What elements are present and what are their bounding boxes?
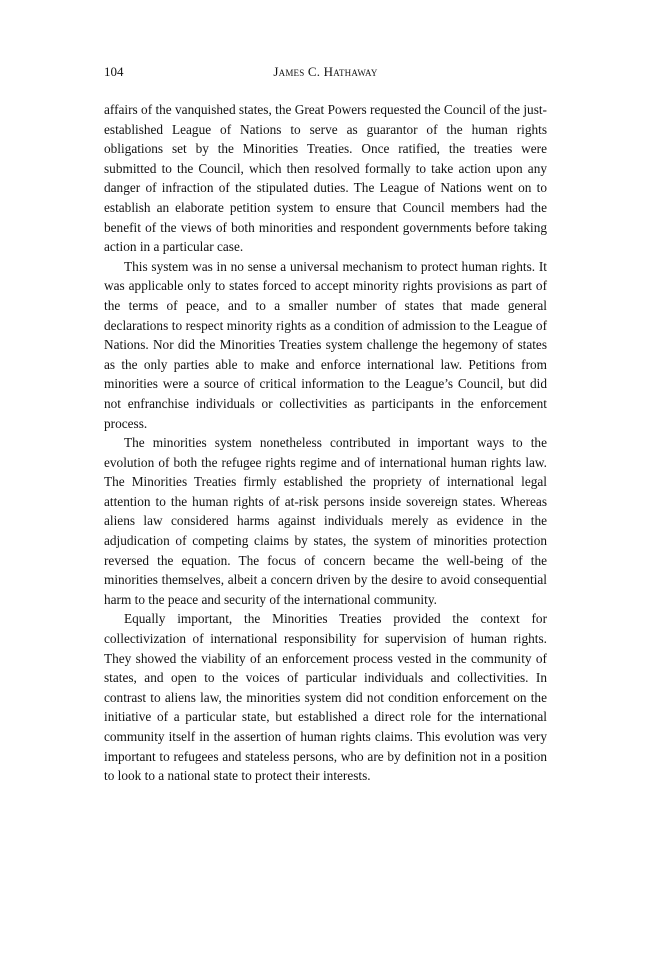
page [104,64,547,786]
paragraph: Equally important, the Minorities Treaties provided the context for collectivization of international responsibility for supervision of human rights. They showed the viability of an enforcement process vested in the community of states, and open to the voices of particular individuals and collectivities. In contrast to aliens law, the minorities system did not condition enforcement on the initiative of a particular state, but established a direct role for the international community itself in the assertion of human rights claims. This evolution was very important to refugees and stateless persons, who are by definition not in a position to look to a national state to protect their interests. [104,611,547,784]
paragraph: This system was in no sense a universal mechanism to protect human rights. It was applicable only to states forced to accept minority rights provisions as part of the terms of peace, and to a smaller number of states that made general declarations to respect minority rights as a condition of admission to the League of Nations. Nor did the Minorities Treaties system challenge the hegemony of states as the only parties able to make and enforce international law. Petitions from minorities were a source of critical information to the League’s Council, but did not enfranchise individuals or collectivities as participants in the enforcement process. [104,258,547,431]
paragraph: The minorities system nonetheless contributed in important ways to the evolution of both the refugee rights regime and of international human rights law. The Minorities Treaties firmly established the propriety of international legal attention to the human rights of at-risk persons inside sovereign states. Whereas aliens law considered harms against individuals merely as evidence in the adjudication of competing claims by states, the system of minorities protection reversed the equation. The focus of concern became the well-being of the minorities themselves, albeit a concern driven by the desire to avoid consequential harm to the peace and security of the international community. [104,435,547,607]
body-text [104,100,547,786]
running-head [104,64,547,86]
page-number: 104 [104,64,124,79]
running-head-author: James C. Hathaway [273,64,378,79]
paragraph-continued: affairs of the vanquished states, the Great Powers requested the Council of the just-established League of Nations to serve as guarantor of the human rights obligations set by the Minorities Treaties. Once ratified, the treaties were submitted to the Council, which then resolved formally to take action upon any danger of infraction of the stipulated duties. The League of Nations went on to establish an elaborate petition system to ensure that Council members had the benefit of the views of both minorities and respondent governments before taking action in a particular case. [104,102,547,255]
